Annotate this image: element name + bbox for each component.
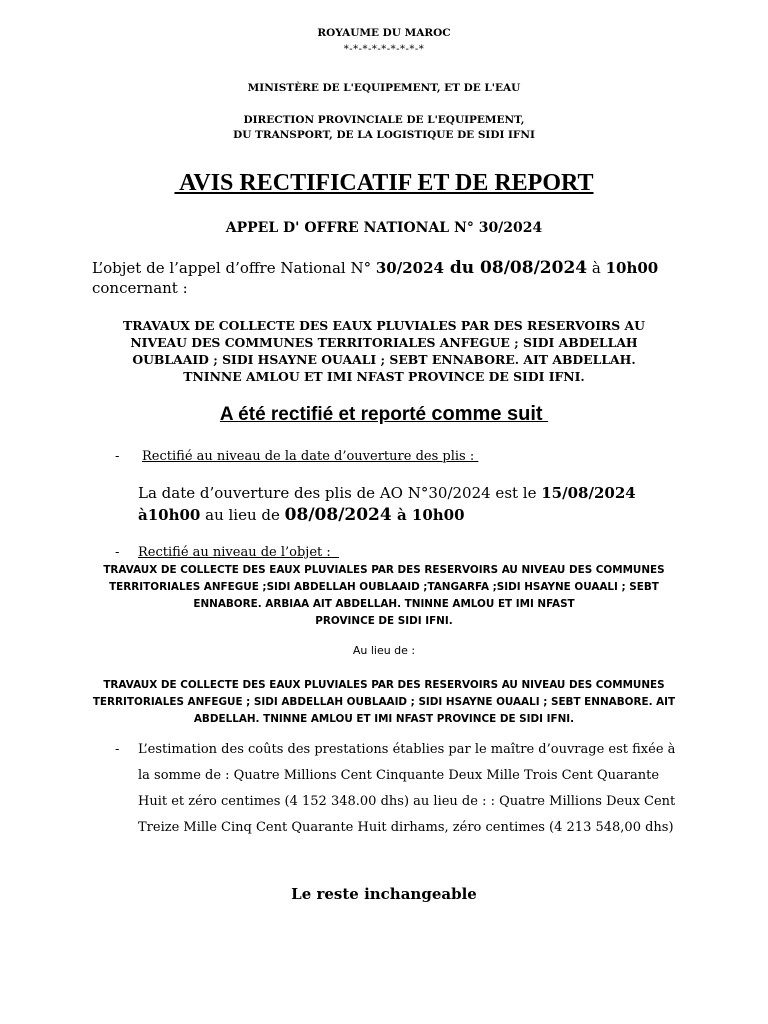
- bullet-dash: -: [115, 449, 120, 464]
- old-date: 08/08/2024: [284, 505, 392, 525]
- intro-suffix: concernant :: [92, 279, 188, 297]
- document-subtitle: APPEL D' OFFRE NATIONAL N° 30/2024: [225, 220, 543, 236]
- new-date: 15/08/2024: [541, 484, 636, 502]
- date-change-prefix: La date d’ouverture des plis de AO N°30/2024 est le: [138, 484, 542, 502]
- new-object-line: PROVINCE DE SIDI IFNI.: [315, 615, 453, 627]
- au-lieu-de-label: Au lieu de :: [352, 644, 416, 657]
- intro-at: à: [587, 259, 606, 277]
- date-change-paragraph: [138, 482, 698, 526]
- estimation-line: Huit et zéro centimes (4 152 348.00 dhs) au lieu de : : Quatre Millions Deux Cent: [138, 794, 676, 809]
- stars-divider: *-*-*-*-*-*-*-*-*: [343, 44, 425, 55]
- object-rectification-label: Rectifié au niveau de l’objet :: [138, 545, 340, 560]
- intro-paragraph: [92, 258, 692, 298]
- closing-statement: Le reste inchangeable: [291, 885, 477, 903]
- direction-line-1: DIRECTION PROVINCIALE DE L'EQUIPEMENT,: [243, 114, 525, 126]
- new-object-line: ENNABORE. ARBIAA AIT ABDELLAH. TNINNE AMLOU ET IMI NFAST: [193, 598, 575, 610]
- original-object-block: [88, 317, 680, 385]
- intro-number: 30/2024: [375, 259, 444, 277]
- new-object-line: TERRITORIALES ANFEGUE ;SIDI ABDELLAH OUBLAAID ;TANGARFA ;SIDI HSAYNE OUAALI ; SEBT: [109, 581, 659, 593]
- new-object-line: TRAVAUX DE COLLECTE DES EAUX PLUVIALES PAR DES RESERVOIRS AU NIVEAU DES COMMUNES: [103, 564, 665, 576]
- bullet-dash: -: [115, 742, 120, 757]
- intro-date: du 08/08/2024: [443, 258, 588, 278]
- document-title: AVIS RECTIFICATIF ET DE REPORT: [174, 170, 594, 196]
- old-time-at: à: [391, 506, 412, 524]
- old-time: 10h00: [411, 506, 465, 524]
- direction-line-2: DU TRANSPORT, DE LA LOGISTIQUE DE SIDI IFNI: [233, 129, 535, 141]
- old-object-block: [84, 677, 684, 728]
- intro-prefix: L’objet de l’appel d’offre National N°: [92, 259, 376, 277]
- bullet-dash: -: [115, 545, 120, 560]
- new-time: à10h00: [138, 506, 201, 524]
- estimation-line: L’estimation des coûts des prestations établies par le maître d’ouvrage est fixée à: [138, 742, 676, 757]
- ministry-heading: MINISTÈRE DE L'EQUIPEMENT, ET DE L'EAU: [247, 82, 521, 94]
- date-change-middle: au lieu de: [200, 506, 285, 524]
- date-rectification-label: Rectifié au niveau de la date d’ouverture des plis :: [142, 449, 479, 464]
- original-object-line: TRAVAUX DE COLLECTE DES EAUX PLUVIALES PAR DES RESERVOIRS AU: [123, 318, 645, 333]
- old-object-line: ABDELLAH. TNINNE AMLOU ET IMI NFAST PROVINCE DE SIDI IFNI.: [193, 713, 575, 725]
- estimation-line: la somme de : Quatre Millions Cent Cinquante Deux Mille Trois Cent Quarante: [138, 768, 660, 783]
- original-object-line: OUBLAAID ; SIDI HSAYNE OUAALI ; SEBT ENNABORE. AIT ABDELLAH.: [132, 352, 636, 367]
- rectified-heading-part2: comme suit: [431, 403, 549, 425]
- kingdom-heading: ROYAUME DU MAROC: [317, 27, 451, 39]
- rectified-heading: [0, 403, 768, 426]
- estimation-paragraph: [138, 737, 694, 841]
- estimation-line: Treize Mille Cinq Cent Quarante Huit dirhams, zéro centimes (4 213 548,00 dhs): [138, 820, 674, 835]
- old-object-line: TRAVAUX DE COLLECTE DES EAUX PLUVIALES PAR DES RESERVOIRS AU NIVEAU DES COMMUNES: [103, 679, 665, 691]
- original-object-line: NIVEAU DES COMMUNES TERRITORIALES ANFEGUE ; SIDI ABDELLAH: [130, 335, 638, 350]
- original-object-line: TNINNE AMLOU ET IMI NFAST PROVINCE DE SIDI IFNI.: [183, 369, 585, 384]
- old-object-line: TERRITORIALES ANFEGUE ; SIDI ABDELLAH OUBLAAID ; SIDI HSAYNE OUAALI ; SEBT ENNABORE. AIT: [92, 696, 676, 708]
- new-object-block: [84, 562, 684, 630]
- rectified-heading-part1: A été rectifié et reporté: [219, 404, 432, 425]
- intro-time: 10h00: [605, 259, 659, 277]
